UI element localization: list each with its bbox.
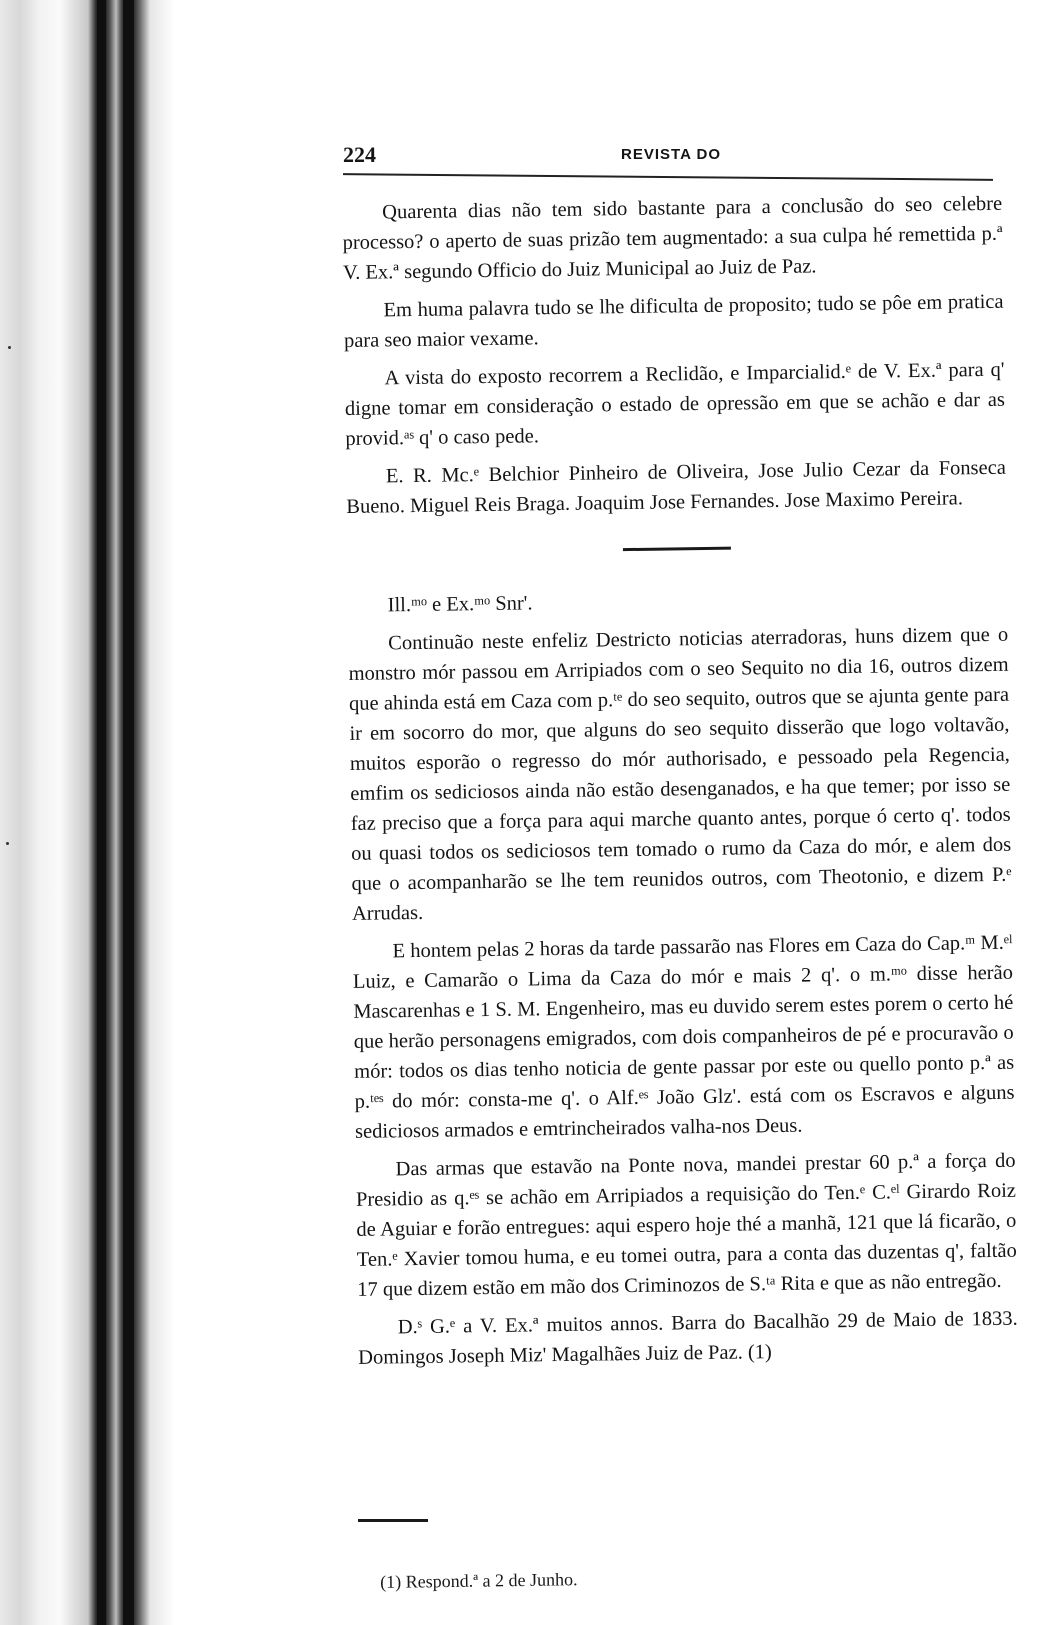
section-separator (623, 547, 731, 552)
paragraph: A vista do exposto recorrem a Reclidão, e Imparcialid.ᵉ de V. Ex.ª para q' digne tomar em consideração o estado de opressão em que se achão e dar as provid.ᵃˢ q' o caso pede. (344, 358, 1006, 450)
scan-speck (6, 842, 9, 845)
gutter-edge-line (123, 0, 134, 1625)
paragraph: Continuão neste enfeliz Destricto noticias aterradoras, huns dizem que o monstro mór passou em Arripiados com o seo Sequito no dia 16, outros dizem que ahinda está em Caza com p.ᵗᵉ do seo sequito, outros que se ajunta gente para ir em socorro do mor, que alguns do seo sequito disserão que logo voltavão, muitos esporão o regresso do mór authorisado, e pessoado pela Regencia, emfim os sediciosos ainda não estão desenganados, e ha que temer; por isso se faz preciso que a força para aqui marche quanto antes, porque ó certo q'. todos ou quasi todos os sediciosos tem tomado o rumo da Caza do mór, e alem dos que o acompanharão se lhe tem reunidos outros, com Theotonio, e dizem P.ᵉ Arrudas. (348, 623, 1012, 925)
signatures: E. R. Mc.ᵉ Belchior Pinheiro de Oliveira, Jose Julio Cezar da Fonseca Bueno. Miguel Reis Braga. Joaquim Jose Fernandes. Jose Maximo Pereira. (346, 456, 1006, 518)
scan-speck (8, 346, 11, 349)
running-head: REVISTA DO (621, 146, 722, 163)
paragraph: E hontem pelas 2 horas da tarde passarão nas Flores em Caza do Cap.ᵐ M.ᵉˡ Luiz, e Camarão o Lima da Caza do mór e mais 2 q'. o m.ᵐᵒ disse herão Mascarenhas e 1 S. M. Engenheiro, mas eu duvido serem estes porem o certo hé que herão personagens emigrados, com dois companheiros de pé e procuravão o mór: todos os dias tenho noticia de gente passar por este ou quello ponto p.ª as p.ᵗᵉˢ do mór: consta-me q'. o Alf.ᵉˢ João Glz'. está com os Escravos e alguns sediciosos armados e emtrincheirados valha-nos Deus. (352, 931, 1015, 1143)
paragraph: Quarenta dias não tem sido bastante para a conclusão do seo celebre processo? o aperto de suas prizão tem augmentado: a sua culpa hé remettida p.ª V. Ex.ª segundo Officio do Juiz Municipal ao Juiz de Paz. (342, 192, 1003, 284)
salutation: Ill.ᵐᵒ e Ex.ᵐᵒ Snr'. (387, 592, 533, 617)
footnote-rule (358, 1519, 428, 1522)
header-rule (343, 173, 993, 184)
page-number: 224 (343, 142, 376, 167)
paragraph: Em huma palavra tudo se lhe dificulta de proposito; tudo se pôe em pratica para seo maior vexame. (343, 290, 1004, 352)
body-text (342, 189, 1018, 1381)
footnote: (1) Respond.ª a 2 de Junho. (380, 1569, 578, 1592)
paragraph: Das armas que estavão na Ponte nova, mandei prestar 60 p.ª a força do Presidio as q.ᵉˢ se achão em Arripiados a requisição do Ten.ᵉ C.ᵉˡ Girardo Roiz de Aguiar e forão entregues: aqui espero hoje thé a manhã, 121 que lá ficarão, o Ten.ᵉ Xavier tomou huma, e eu tomei outra, para a conta das duzentas q', faltão 17 que dizem estão em mão dos Criminozos de S.ᵗᵃ Rita e que as não entregão. (355, 1149, 1017, 1301)
page-header (343, 138, 993, 178)
book-gutter (0, 0, 175, 1625)
gutter-edge-line (97, 0, 106, 1625)
closing: D.ˢ G.ᵉ a V. Ex.ª muitos annos. Barra do Bacalhão 29 de Maio de 1833. Domingos Joseph Miz' Magalhães Juiz de Paz. (1) (358, 1307, 1018, 1369)
